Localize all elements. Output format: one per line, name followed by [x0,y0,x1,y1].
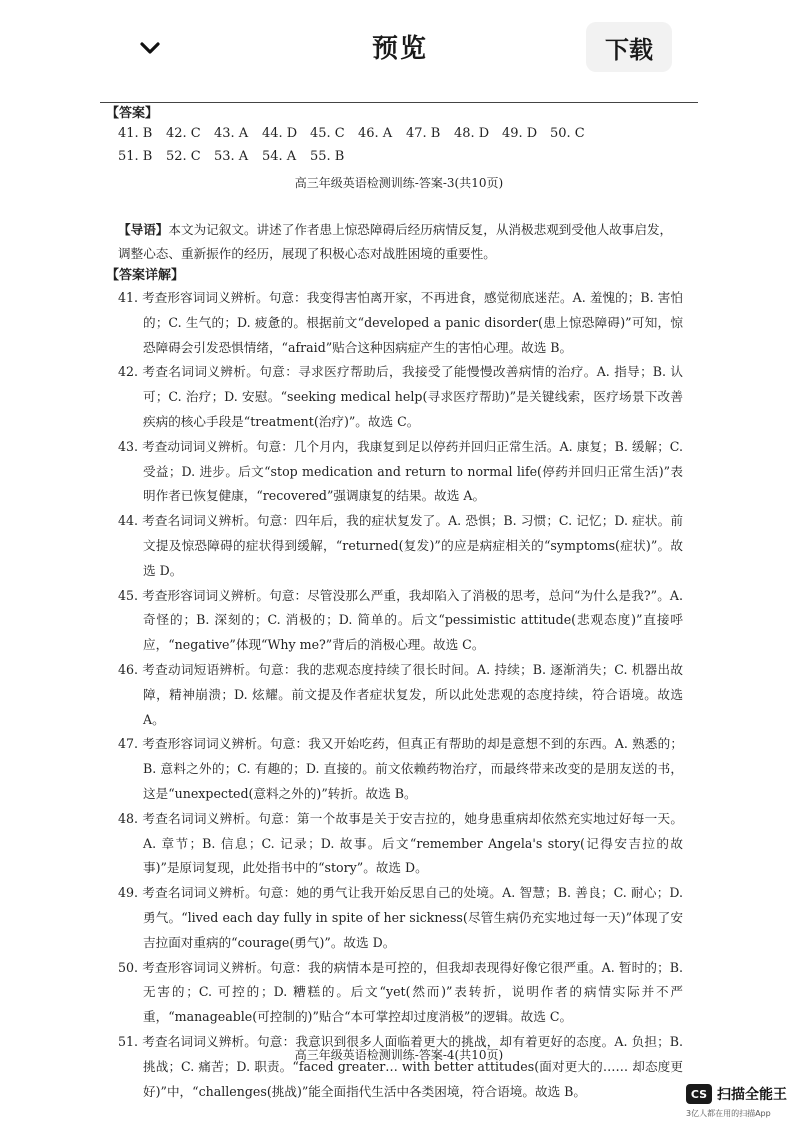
answer-item: 43. A [214,126,249,141]
answer-detail-item: 49. 考查名词词义辨析。句意：她的勇气让我开始反思自己的处境。A. 智慧；B. 善良；C. 耐心；D. 勇气。“lived each day fully in spite of her sickness(尽管生病仍充实地过每一天)”体现了安吉拉面对重病的“courage(勇气)”。故选 D。 [118,885,683,950]
answer-details [118,286,683,1104]
page-title: 预览 [371,34,428,64]
answer-detail-item: 48. 考查名词词义辨析。句意：第一个故事是关于安吉拉的，她身患重病却依然充实地过好每一天。A. 章节；B. 信息；C. 记录；D. 故事。后文“remember Angela's story(记得安吉拉的故事)”是原词复现，此处指书中的“story”。故选 D。 [118,810,683,876]
answer-detail-item: 44. 考查名词词义辨析。句意：四年后，我的症状复发了。A. 恐惧；B. 习惯；C. 记忆；D. 症状。前文提及惊恐障碍的症状得到缓解，“returned(复发)”的应是病症相关的“symptoms(症状)”。故选 D。 [118,513,683,578]
answer-item: 48. D [454,126,490,141]
answer-item: 54. A [262,149,297,164]
answers-row-1 [118,126,598,141]
answer-detail-item: 41. 考查形容词词义辨析。句意：我变得害怕离开家，不再进食，感觉彻底迷茫。A. 羞愧的；B. 害怕的；C. 生气的；D. 疲惫的。根据前文“developed a panic disorder(患上惊恐障碍)”可知，惊恐障碍会引发恐惧情绪，“afraid”贴合这种因病症产生的害怕心理。故选 B。 [118,290,683,355]
top-bar [0,0,800,96]
answer-detail-item: 51. 考查名词词义辨析。句意：我意识到很多人面临着更大的挑战，却有着更好的态度。A. 负担；B. 挑战；C. 痛苦；D. 职责。“faced greater… with better attitudes(面对更大的…… 却态度更好)”中，“challenges(挑战)”能全面指代生活中各类困境，符合语境。故选 B。 [118,1033,683,1099]
answer-item: 52. C [166,149,201,164]
watermark-tagline: 3亿人都在用的扫描App [686,1109,771,1118]
answer-detail-item: 45. 考查形容词词义辨析。句意：尽管没那么严重，我却陷入了消极的思考，总问“为什么是我?”。A. 奇怪的；B. 深刻的；C. 消极的；D. 简单的。后文“pessimistic attitude(悲观态度)”直接呼应，“negative”体现“Why me?”背后的消极心理。故选 C。 [118,587,683,653]
answer-item: 46. A [358,126,393,141]
watermark-name: 扫描全能王 [717,1087,787,1103]
answer-detail-item: 47. 考查形容词词义辨析。句意：我又开始吃药，但真正有帮助的却是意想不到的东西。A. 熟悉的；B. 意料之外的；C. 有趣的；D. 直接的。前文依赖药物治疗，而最终带来改变的是朋友送的书，这是“unexpected(意料之外的)”转折。故选 B。 [118,736,683,801]
answers-label: 【答案】 [106,106,159,121]
page-footer-3: 高三年级英语检测训练-答案-3(共10页) [294,176,504,190]
intro-text: 本文为记叙文。讲述了作者患上惊恐障碍后经历病情反复，从消极悲观到受他人故事启发，调整心态、重新振作的经历，展现了积极心态对战胜困境的重要性。 [118,222,673,261]
answer-item: 44. D [262,126,298,141]
answer-item: 50. C [550,126,585,141]
answer-item: 55. B [310,149,345,164]
answer-detail-item: 46. 考查动词短语辨析。句意：我的悲观态度持续了很长时间。A. 持续；B. 逐渐消失；C. 机器出故障，精神崩溃；D. 炫耀。前文提及作者症状复发，所以此处悲观的态度持续，符合语境。故选 A。 [118,661,683,727]
answer-detail-item: 50. 考查形容词词义辨析。句意：我的病情本是可控的，但我却表现得好像它很严重。A. 暂时的；B. 无害的；C. 可控的；D. 糟糕的。后文“yet(然而)”表转折，说明作者的病情实际并不严重，“manageable(可控制的)”贴合“本可掌控却过度消极”的逻辑。故选 C。 [118,959,683,1025]
document-page [100,96,698,1098]
answer-item: 42. C [166,126,201,141]
answer-item: 49. D [502,126,538,141]
intro-paragraph [118,218,680,266]
answer-item: 53. A [214,149,249,164]
answer-item: 47. B [406,126,441,141]
answer-detail-item: 43. 考查动词词义辨析。句意：几个月内，我康复到足以停药并回归正常生活。A. 康复；B. 缓解；C. 受益；D. 进步。后文“stop medication and return to normal life(停药并回归正常生活)”表明作者已恢复健康，“recovered”强调康复的结果。故选 A。 [118,438,683,504]
page-footer-4: 高三年级英语检测训练-答案-4(共10页) [294,1048,504,1062]
detail-label: 【答案详解】 [106,268,185,283]
answer-item: 51. B [118,149,153,164]
camscanner-logo: CS [686,1084,712,1104]
answers-row-2 [118,149,358,164]
intro-lead: 【导语】 [118,222,169,237]
answer-item: 45. C [310,126,345,141]
download-button[interactable]: 下载 [586,22,672,72]
scanner-watermark [686,1080,796,1126]
answer-item: 41. B [118,126,153,141]
answer-detail-item: 42. 考查名词词义辨析。句意：寻求医疗帮助后，我接受了能慢慢改善病情的治疗。A. 指导；B. 认可；C. 治疗；D. 安慰。“seeking medical help(寻求医疗帮助)”是关键线索，医疗场景下改善疾病的核心手段是“treatment(治疗)”。故选 C。 [118,364,683,429]
top-rule [100,102,698,103]
